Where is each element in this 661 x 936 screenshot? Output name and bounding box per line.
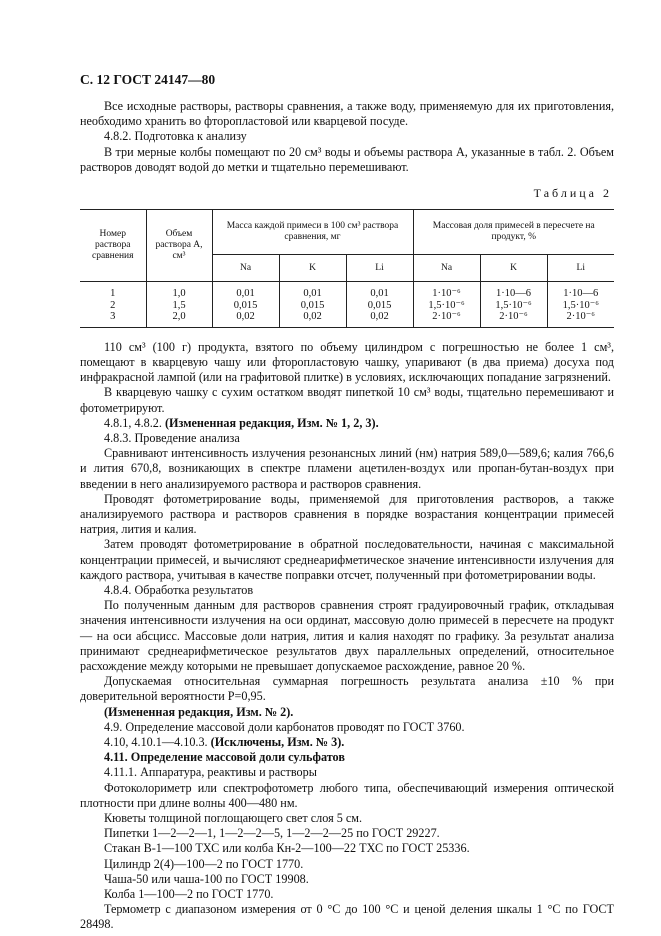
paragraph: Затем проводят фотометрирование в обратной последовательности, начиная с максимальной концентрации примесей, и вычисляют среднеарифметическое значение интенсивности излучения для каждого раствора, учитывая в качестве поправки отсчет, полученный при фотометрировании воды. (80, 537, 614, 582)
table-caption: Таблица 2 (533, 186, 612, 201)
header-k-mass: K (279, 255, 346, 282)
cell-solution-no: 2 (110, 299, 116, 311)
amendment-note (80, 416, 614, 431)
list-item: Пипетки 1—2—2—1, 1—2—2—5, 1—2—2—25 по ГОСТ 29227. (104, 826, 440, 841)
paragraph: Все исходные растворы, растворы сравнения, а также воду, применяемую для их приготовления, необходимо хранить во фторопластовой или кварцевой посуде. (80, 99, 614, 129)
cell-li-mass: 0,02 (346, 311, 413, 327)
cell-k-mass: 0,02 (279, 311, 346, 327)
paragraph: Допускаемая относительная суммарная погрешность результата анализа ±10 % при доверительной вероятности P=0,95. (80, 674, 614, 704)
section-heading: 4.8.2. Подготовка к анализу (104, 129, 247, 144)
document-body (80, 99, 614, 933)
list-item: Термометр с диапазоном измерения от 0 °С до 100 °С и ценой деления шкалы 1 °С по ГОСТ 28498. (80, 902, 614, 932)
paragraph: 110 см³ (100 г) продукта, взятого по объему цилиндром с погрешностью не более 1 см³, помещают в кварцевую чашу или фторопластовую чашку, упаривают (в два приема) досуха под инфракрасной лампой (или на графитовой плитке) в условиях, исключающих попадание загрязнений. (80, 339, 614, 385)
table-row (80, 311, 614, 327)
cell-na-mass: 0,02 (212, 311, 279, 327)
cell-na-fraction: 2·10⁻⁶ (413, 311, 480, 327)
cell-volume: 2,0 (146, 311, 212, 327)
paragraph: Проводят фотометрирование воды, применяемой для приготовления растворов, а также анализируемого раствора и растворов сравнения в порядке возрастания концентрации примесей натрия, лития и калия. (80, 491, 614, 537)
paragraph: 4.9. Определение массовой доли карбонатов проводят по ГОСТ 3760. (104, 719, 465, 734)
paragraph: Сравнивают интенсивность излучения резонансных линий (нм) натрия 589,0—589,6; калия 766,6 и лития 670,8, возникающих в спектре пламени ацетилен-воздух или пропан-бутан-воздух при введении в него анализируемого раствора и растворов сравнения. (80, 446, 614, 491)
section-heading: 4.8.4. Обработка результатов (104, 582, 254, 597)
cell-li-mass: 0,01 (346, 282, 413, 300)
list-item: Колба 1—100—2 по ГОСТ 1770. (104, 887, 274, 902)
header-volume: Объем раствора А, см³ (146, 210, 212, 282)
amendment-text: (Измененная редакция, Изм. № 1, 2, 3). (164, 415, 379, 430)
cell-na-mass: 0,01 (212, 282, 279, 300)
cell-k-mass: 0,015 (279, 300, 346, 312)
table-row (80, 300, 614, 312)
list-item: Кюветы толщиной поглощающего свет слоя 5 см. (104, 811, 363, 826)
amendment-note: (Измененная редакция, Изм. № 2). (104, 704, 294, 719)
cell-na-fraction: 1·10⁻⁶ (413, 282, 480, 300)
page-header: С. 12 ГОСТ 24147—80 (80, 72, 216, 87)
amendment-text: (Исключены, Изм. № 3). (210, 735, 345, 749)
clause-ref: 4.10, 4.10.1—4.10.3. (104, 735, 208, 749)
paragraph: В кварцевую чашку с сухим остатком вводят пипеткой 10 см³ воды, тщательно перемешивают и фотометрируют. (80, 385, 614, 415)
section-heading: 4.8.3. Проведение анализа (104, 430, 240, 445)
cell-solution-no: 3 (80, 311, 146, 327)
cell-volume: 1,0 (146, 282, 212, 300)
cell-volume: 1,5 (146, 300, 212, 312)
header-na-fraction: Na (413, 255, 480, 282)
table-row (80, 282, 614, 300)
cell-li-fraction: 2·10⁻⁶ (547, 311, 614, 327)
paragraph: Фотоколориметр или спектрофотометр любого типа, обеспечивающий измерения оптической плотности при длине волны 400—480 нм. (80, 780, 614, 810)
paragraph: В три мерные колбы помещают по 20 см³ воды и объемы раствора А, указанные в табл. 2. Объем растворов доводят водой до метки и тщательно перемешивают. (80, 144, 614, 174)
header-solution-no: Номер раствора сравнения (80, 210, 146, 282)
section-heading: 4.11. Определение массовой доли сульфатов (104, 750, 345, 765)
cell-k-fraction: 1,5·10⁻⁶ (480, 300, 547, 312)
table-2 (80, 209, 614, 328)
list-item: Стакан В-1—100 ТХС или колба Кн-2—100—22 ТХС по ГОСТ 25336. (104, 841, 470, 856)
list-item: Цилиндр 2(4)—100—2 по ГОСТ 1770. (104, 856, 304, 871)
cell-k-mass: 0,01 (279, 282, 346, 300)
header-mass-group: Масса каждой примеси в 100 см³ раствора сравнения, мг (212, 210, 413, 255)
cell-k-fraction: 2·10⁻⁶ (480, 311, 547, 327)
header-li-mass: Li (346, 255, 413, 282)
header-li-fraction: Li (547, 255, 614, 282)
cell-li-fraction: 1·10—6 (547, 282, 614, 300)
reference-solutions-table (80, 209, 614, 328)
cell-k-fraction: 1·10—6 (480, 282, 547, 300)
clause-ref: 4.8.1, 4.8.2. (104, 415, 162, 430)
paragraph: По полученным данным для растворов сравнения строят градуировочный график, откладывая значения интенсивности излучения на оси ординат, массовую долю примесей в пересчете на продукт — на оси абсцисс. Массовые доли натрия, лития и калия находят по графику. За результат анализа принимают среднеарифметическое результатов двух параллельных определений, относительное расхождение между которыми не превышает допускаемое расхождение, равное 20 %. (80, 598, 614, 673)
cell-solution-no: 1 (110, 288, 116, 300)
header-k-fraction: K (480, 255, 547, 282)
cell-na-fraction: 1,5·10⁻⁶ (413, 300, 480, 312)
header-fraction-group: Массовая доля примесей в пересчете на продукт, % (413, 210, 614, 255)
list-item: Чаша-50 или чаша-100 по ГОСТ 19908. (104, 871, 309, 886)
cell-na-mass: 0,015 (212, 300, 279, 312)
header-na-mass: Na (212, 255, 279, 282)
section-heading: 4.11.1. Аппаратура, реактивы и растворы (104, 765, 317, 780)
amendment-note (80, 735, 614, 750)
cell-li-fraction: 1,5·10⁻⁶ (547, 300, 614, 312)
cell-li-mass: 0,015 (346, 300, 413, 312)
